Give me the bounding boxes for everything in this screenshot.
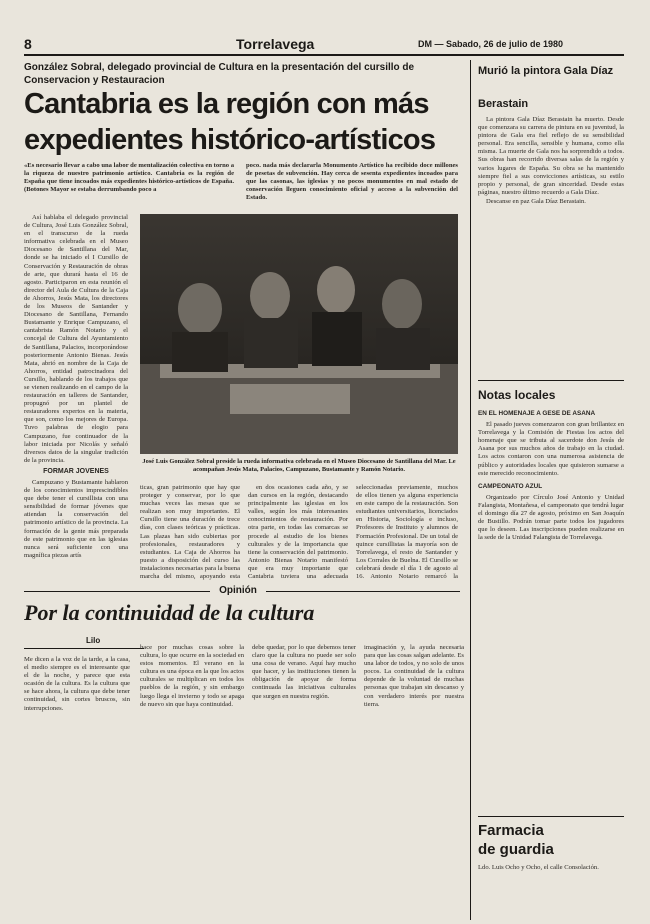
- photo-caption: José Luis González Sobral preside la rueda informativa celebrada en el Museo Diocesano de Santillana del Mar. Le acompañan Jesús Mata, Palacios, Campuzano, Bustamante y Ramón Notario.: [142, 458, 456, 473]
- opinion-byline-rule: [24, 648, 144, 649]
- opinion-column-1: Me dicen a la voz de la tarde, a la casa, el medio siempre es el interesante que el de la noche, y parece que esta ocasión de la cultura. Es la cultura que se hace ahora, la cultura que debe tener continuidad, sin cortes bruscos, sin interrupciones.: [24, 656, 130, 712]
- pharmacy-title-2: de guardia: [478, 841, 554, 858]
- notes-title: Notas locales: [478, 388, 556, 402]
- obit-title: [478, 64, 628, 79]
- article-column-1-text: Así hablaba el delegado provincial de Cultura, José Luis González Sobral, en el transcurso de la rueda informativa celebrada en el Museo Diocesano de Santillana del Mar, donde se ha iniciado el I Cursillo de Conservación y Restauración de obras de arte, que durará hasta el 16 de agosto. Participaron en esta reunión el director del Aula de Cultura de la Caja de Ahorros, Jesús Mata, los directores de los Museos de Santander y Diocesano de Santillana, Fernando Bustamante y Enrique Campuzano, el cantabrista Ramón Notario y el concejal de Cultura del Ayuntamiento de Santillana, Palacios, incorporándose posteriormente Antonio Bienas. Jesús Mata, abrió en nombre de la Caja de Ahorros, entidad patrocinadora del Cursillo, hablando de los trabajos que se vienen realizando en el campo de la restauración en talleres de Santander, propugnó por un plantel de restauradores expertos en la materia, que son, como los mejores de Europa. Tuvo palabras de elogio para Campuzano, fue continuador de la labor iniciada por Nicolás y señaló diversos datos de la singular tradición de la provincia.: [24, 214, 128, 464]
- article-column-2: ticas, gran patrimonio que hay que proteger y conservar, por lo que muchas veces las mesas que se realizan son muy importantes. El Cursillo tiene una duración de trece días, con clases teóricas y prácticas. Las plazas han sido cubiertas por profesionales, restauradores y estudiantes. La Caja de Ahorros ha puesto a disposición del curso las instalaciones necesarias para la buena marcha del mismo, apoyando esta: [140, 484, 240, 580]
- article-photo: [140, 214, 458, 454]
- obit-text-2: Descanse en paz Gala Díaz Berastain.: [486, 197, 586, 205]
- pharmacy-rule: [478, 816, 624, 817]
- sidebar-rule: [470, 60, 471, 920]
- opinion-column-2: hace por muchas cosas sobre la cultura, lo que ocurre en la sociedad en estos momentos. El verano en la cultura es una época en la que los actos culturales se multiplican en todos los pueblos de la región, y sin embargo luego llega el invierno y todo se apaga de nuevo sin que haya continuidad.: [140, 644, 244, 708]
- notes-text-1: El pasado jueves comenzaron con gran brillantez en Torrelavega y la Comisión de Fiestas los actos del homenaje que se tributa al sacerdote don Jesús de Asana por sus muchos años de trabajo en la ciudad. Los actos contaron con una numerosa asistencia de público y autoridades locales que quisieron sumarse a este merecido reconocimiento.: [478, 421, 624, 477]
- obit-text: La pintora Gala Díaz Berastain ha muerto. Desde que comenzara su carrera de pintura en su juventud, la pintora de Gala era fiel reflejo de su sensibilidad personal. Era sencilla, sensible y humana, como ella misma. La muerte de Gala nos ha sorprendido a todos. Sus obras han recorrido diversas salas de la región y varios lugares de España. Su obra se ha mantenido siempre fiel a sus convicciones artísticas, su estilo propio y personal, de gran sinceridad. Desde estas páginas, nuestro último recuerdo a Gala Díaz.: [478, 116, 624, 196]
- lead-left: «Es necesario llevar a cabo una labor de mentalización colectiva en torno a la riqueza de nuestro patrimonio artístico. Cantabria es la región de España que tiene incoados más expedientes histórico-artísticos de España. (Botones Mayor se estaba derrumbando poco a: [24, 162, 234, 194]
- article-column-4: seleccionadas previamente, muchos de ellos tienen ya alguna experiencia en este campo de la restauración. Son estudiantes universitarios, licenciados en Historia, Sociología e incluso, Profesores de Instituto y alumnos de Formación Profesional. De un total de quince cursillistas la mayoría son de Torrelavega, el resto de Santander y Los Corrales de Buelna. El Cursillo se celebrará desde el día 1 de agosto al 16. Antonio Notario remarcó la: [356, 484, 458, 580]
- notes-rule: [478, 380, 624, 381]
- article-column-1-text-2: Campuzano y Bustamante hablaron de los conocimientos imprescindibles que debe tener el cursillista con una sensibilidad de formar jóvenes que atiendan la conservación del patrimonio artístico de la provincia. La formación de la gente más preparada de este patrimonio que en las iglesias nunca será suficiente con una magnífica piezas artís: [24, 479, 128, 559]
- headline-line-2: expedientes histórico-artísticos: [24, 124, 436, 156]
- obit-title-text: Murió la pintora Gala Díaz: [478, 65, 614, 77]
- opinion-rule-right: [266, 591, 460, 592]
- article-kicker: González Sobral, delegado provincial de Cultura en la presentación del cursillo de Conservacion y Restauracion: [24, 62, 415, 86]
- article-column-3: [248, 484, 348, 580]
- opinion-rule-left: [24, 591, 210, 592]
- subhead-formar-jovenes: FORMAR JOVENES: [43, 467, 109, 475]
- page-number: 8: [24, 36, 32, 52]
- header-rule: [24, 54, 624, 56]
- notes-subhead-1: EN EL HOMENAJE A GESE DE ASANA: [478, 410, 596, 417]
- lead-right: poco. nada más declararla Monumento Artístico ha recibido doce millones de pesetas de subvención. Hay cerca de sesenta expedientes incoados para que las casonas, las iglesias y no pocos monumentos en mal estado de conservación lleguen conocimiento oficial y acceso a la subvención del Estado.: [246, 162, 458, 202]
- opinion-byline: Lilo: [86, 636, 101, 645]
- notes-subhead-2: CAMPEONATO AZUL: [478, 482, 543, 490]
- dateline: DM — Sabado, 26 de julio de 1980: [418, 39, 564, 49]
- notes-text-2: Organizado por Círculo José Antonio y Unidad Falangista, Montañesa, el campeonato que tendrá lugar el domingo día 27 de agosto, próximo en San Joaquín de Bustillo. Podrán tomar parte todos los jugadores que lo deseen. Las inscripciones pueden realizarse en la sede de la Unidad Falangista de Torrelavega.: [478, 493, 624, 542]
- section-name: Torrelavega: [236, 36, 315, 52]
- obit-byline: Berastain: [478, 98, 529, 110]
- notes-body: [478, 410, 624, 812]
- opinion-column-4: imaginación y, la ayuda necesaria para que las cosas salgan adelante. Es una labor de todos, y no solo de unos pocos. La continuidad de la cultura depende de la voluntad de muchas personas que trabajan sin descanso y con verdadero interés por nuestra tierra.: [364, 644, 464, 708]
- article-column-3-text: en dos ocasiones cada año, y se dan cursos en la región, destacando principalmente las iglesias en los valles, según los más interesantes conocimientos de restauración. Por otra parte, en todas las comarcas se procede al estudio de los bienes culturales y de la importancia que tiene la conservación del patrimonio. Antonio Bienas Notario manifestó que era muy importante que Cantabria tuviera una adecuada: [248, 484, 348, 580]
- photo-image: [140, 214, 458, 454]
- pharmacy-title-1: Farmacia: [478, 822, 544, 839]
- obit-body: [478, 116, 624, 376]
- opinion-label: Opinión: [219, 585, 257, 596]
- opinion-headline: Por la continuidad de la cultura: [24, 600, 315, 625]
- article-column-1: [24, 214, 128, 580]
- opinion-column-3: debe quedar, por lo que debemos tener claro que la cultura no puede ser solo una cosa de verano. Aquí hay mucho que hacer, y las instituciones tienen la obligación de apoyar de forma continuada las iniciativas culturales que surgen en nuestra región.: [252, 644, 356, 700]
- headline-line-1: Cantabria es la región con más: [24, 88, 429, 120]
- pharmacy-body: Ldo. Luis Ocho y Ocho, el calle Consolación.: [478, 864, 599, 871]
